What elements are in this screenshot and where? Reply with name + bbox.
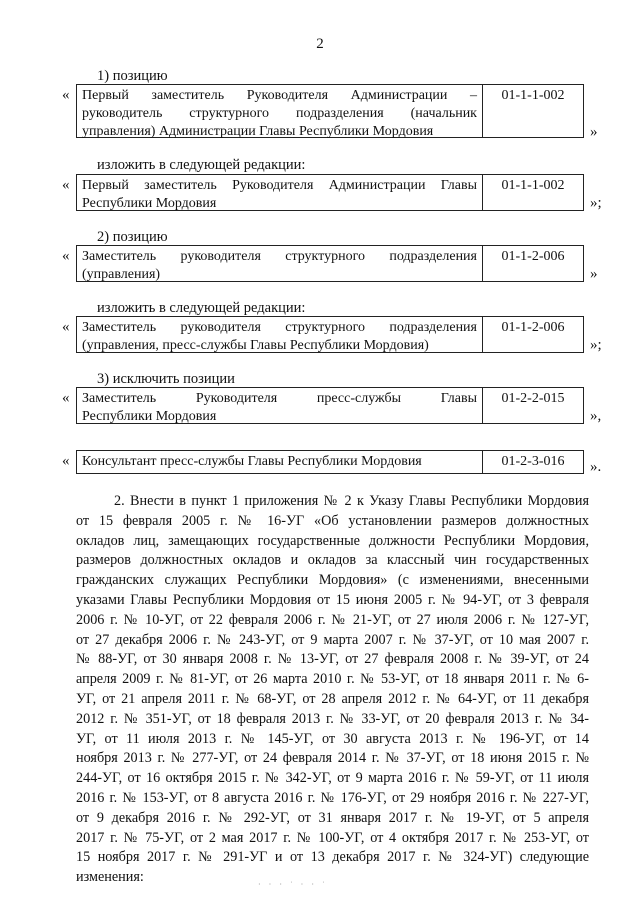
paragraph-line: от 15 февраля 2005 г. № 16-УГ «Об установлении размеров должностных [76, 512, 589, 529]
paragraph-line: УГ, от 21 апреля 2011 г. № 68-УГ, от 28 апреля 2012 г. № 64-УГ, от 11 декабря [76, 690, 589, 707]
scan-noise-marks: · · · ˙ · · ˙ [258, 880, 328, 889]
section-heading: 3) исключить позиции [97, 371, 235, 387]
paragraph-line: УГ, от 11 июля 2013 г. № 145-УГ, от 30 августа 2013 г. № 196-УГ, от 14 [76, 730, 589, 747]
open-quote: « [62, 248, 70, 264]
position-title [77, 175, 483, 210]
paragraph-line: 2016 г. № 153-УГ, от 8 августа 2016 г. № 176-УГ, от 29 ноября 2016 г. № 227-УГ, [76, 789, 589, 806]
position-title [77, 451, 483, 473]
open-quote: « [62, 177, 70, 193]
section-heading: изложить в следующей редакции: [97, 300, 306, 316]
paragraph-line: 2012 г. № 351-УГ, от 18 февраля 2013 г. № 33-УГ, от 20 февраля 2013 г. № 34- [76, 710, 589, 727]
paragraph-line: 2. Внести в пункт 1 приложения № 2 к Указу Главы Республики Мордовия [114, 493, 589, 509]
paragraph-line: ноября 2013 г. № 277-УГ, от 24 февраля 2014 г. № 37-УГ, от 18 июня 2015 г. № [76, 750, 589, 767]
position-code: 01-2-3-016 [501, 454, 565, 469]
title-line: Заместитель руководителя структурного подразделения [82, 320, 477, 335]
amendment-paragraph [76, 492, 589, 888]
close-quote: ». [590, 459, 602, 475]
paragraph-line: гражданских служащих Республики Мордовия» (с изменениями, внесенными [76, 572, 589, 589]
paragraph-line: апреля 2009 г. № 81-УГ, от 26 марта 2010 г. № 53-УГ, от 18 января 2011 г. № 6- [76, 671, 589, 688]
title-line: Консультант пресс-службы Главы Республики Мордовия [82, 454, 422, 469]
close-quote: » [590, 266, 598, 282]
position-table [76, 245, 584, 282]
paragraph-line: размеров должностных окладов и окладов за классный чин государственных [76, 552, 589, 569]
title-line: Республики Мордовия [82, 196, 217, 211]
open-quote: « [62, 319, 70, 335]
paragraph-line: изменения: [76, 869, 144, 886]
position-table [76, 450, 584, 474]
paragraph-line: от 9 декабря 2016 г. № 292-УГ, от 31 января 2017 г. № 19-УГ, от 5 апреля [76, 809, 589, 826]
paragraph-line: № 88-УГ, от 30 января 2008 г. № 13-УГ, от 27 февраля 2008 г. № 39-УГ, от 24 [76, 651, 589, 668]
section-heading: изложить в следующей редакции: [97, 157, 306, 173]
position-code: 01-1-2-006 [501, 320, 565, 335]
position-table [76, 174, 584, 211]
open-quote: « [62, 87, 70, 103]
paragraph-line: 2017 г. № 75-УГ, от 2 мая 2017 г. № 100-УГ, от 4 октября 2017 г. № 253-УГ, от [76, 829, 589, 846]
position-code: 01-1-1-002 [501, 88, 565, 103]
title-line: (управления) [82, 267, 161, 282]
title-line: руководитель структурного подразделения (начальник [82, 106, 477, 121]
position-code: 01-2-2-015 [501, 391, 565, 406]
position-title [77, 388, 483, 423]
open-quote: « [62, 390, 70, 406]
position-table [76, 84, 584, 138]
title-line: Первый заместитель Руководителя Администрации Главы [82, 178, 477, 193]
title-line: управления) Администрации Главы Республики Мордовия [82, 124, 434, 139]
close-quote: »; [590, 195, 602, 211]
page-number: 2 [316, 36, 324, 52]
title-line: (управления, пресс-службы Главы Республики Мордовия) [82, 338, 429, 353]
section-heading: 1) позицию [97, 68, 168, 84]
close-quote: », [590, 408, 602, 424]
open-quote: « [62, 453, 70, 469]
position-title [77, 317, 483, 352]
title-line: Заместитель Руководителя пресс-службы Главы [82, 391, 477, 406]
position-table [76, 316, 584, 353]
section-heading: 2) позицию [97, 229, 168, 245]
position-code: 01-1-1-002 [501, 178, 565, 193]
paragraph-line: указами Главы Республики Мордовия от 15 июня 2005 г. № 94-УГ, от 3 февраля [76, 591, 589, 608]
title-line: Заместитель руководителя структурного подразделения [82, 249, 477, 264]
paragraph-line: 15 ноября 2017 г. № 291-УГ и от 13 декабря 2017 г. № 324-УГ) следующие [76, 849, 589, 866]
title-line: Первый заместитель Руководителя Администрации – [82, 88, 477, 103]
paragraph-line: окладов лиц, замещающих государственные должности Республики Мордовия, [76, 532, 589, 549]
close-quote: » [590, 124, 598, 140]
position-title [77, 246, 483, 281]
paragraph-line: 244-УГ, от 16 октября 2015 г. № 342-УГ, от 9 марта 2016 г. № 59-УГ, от 11 июля [76, 770, 589, 787]
paragraph-line: 2006 г. № 10-УГ, от 22 февраля 2006 г. № 21-УГ, от 27 июля 2006 г. № 127-УГ, [76, 611, 589, 628]
position-table [76, 387, 584, 424]
title-line: Республики Мордовия [82, 409, 217, 424]
position-code: 01-1-2-006 [501, 249, 565, 264]
position-title [77, 85, 483, 137]
paragraph-line: от 27 декабря 2006 г. № 243-УГ, от 9 марта 2007 г. № 37-УГ, от 10 мая 2007 г. [76, 631, 589, 648]
close-quote: »; [590, 337, 602, 353]
